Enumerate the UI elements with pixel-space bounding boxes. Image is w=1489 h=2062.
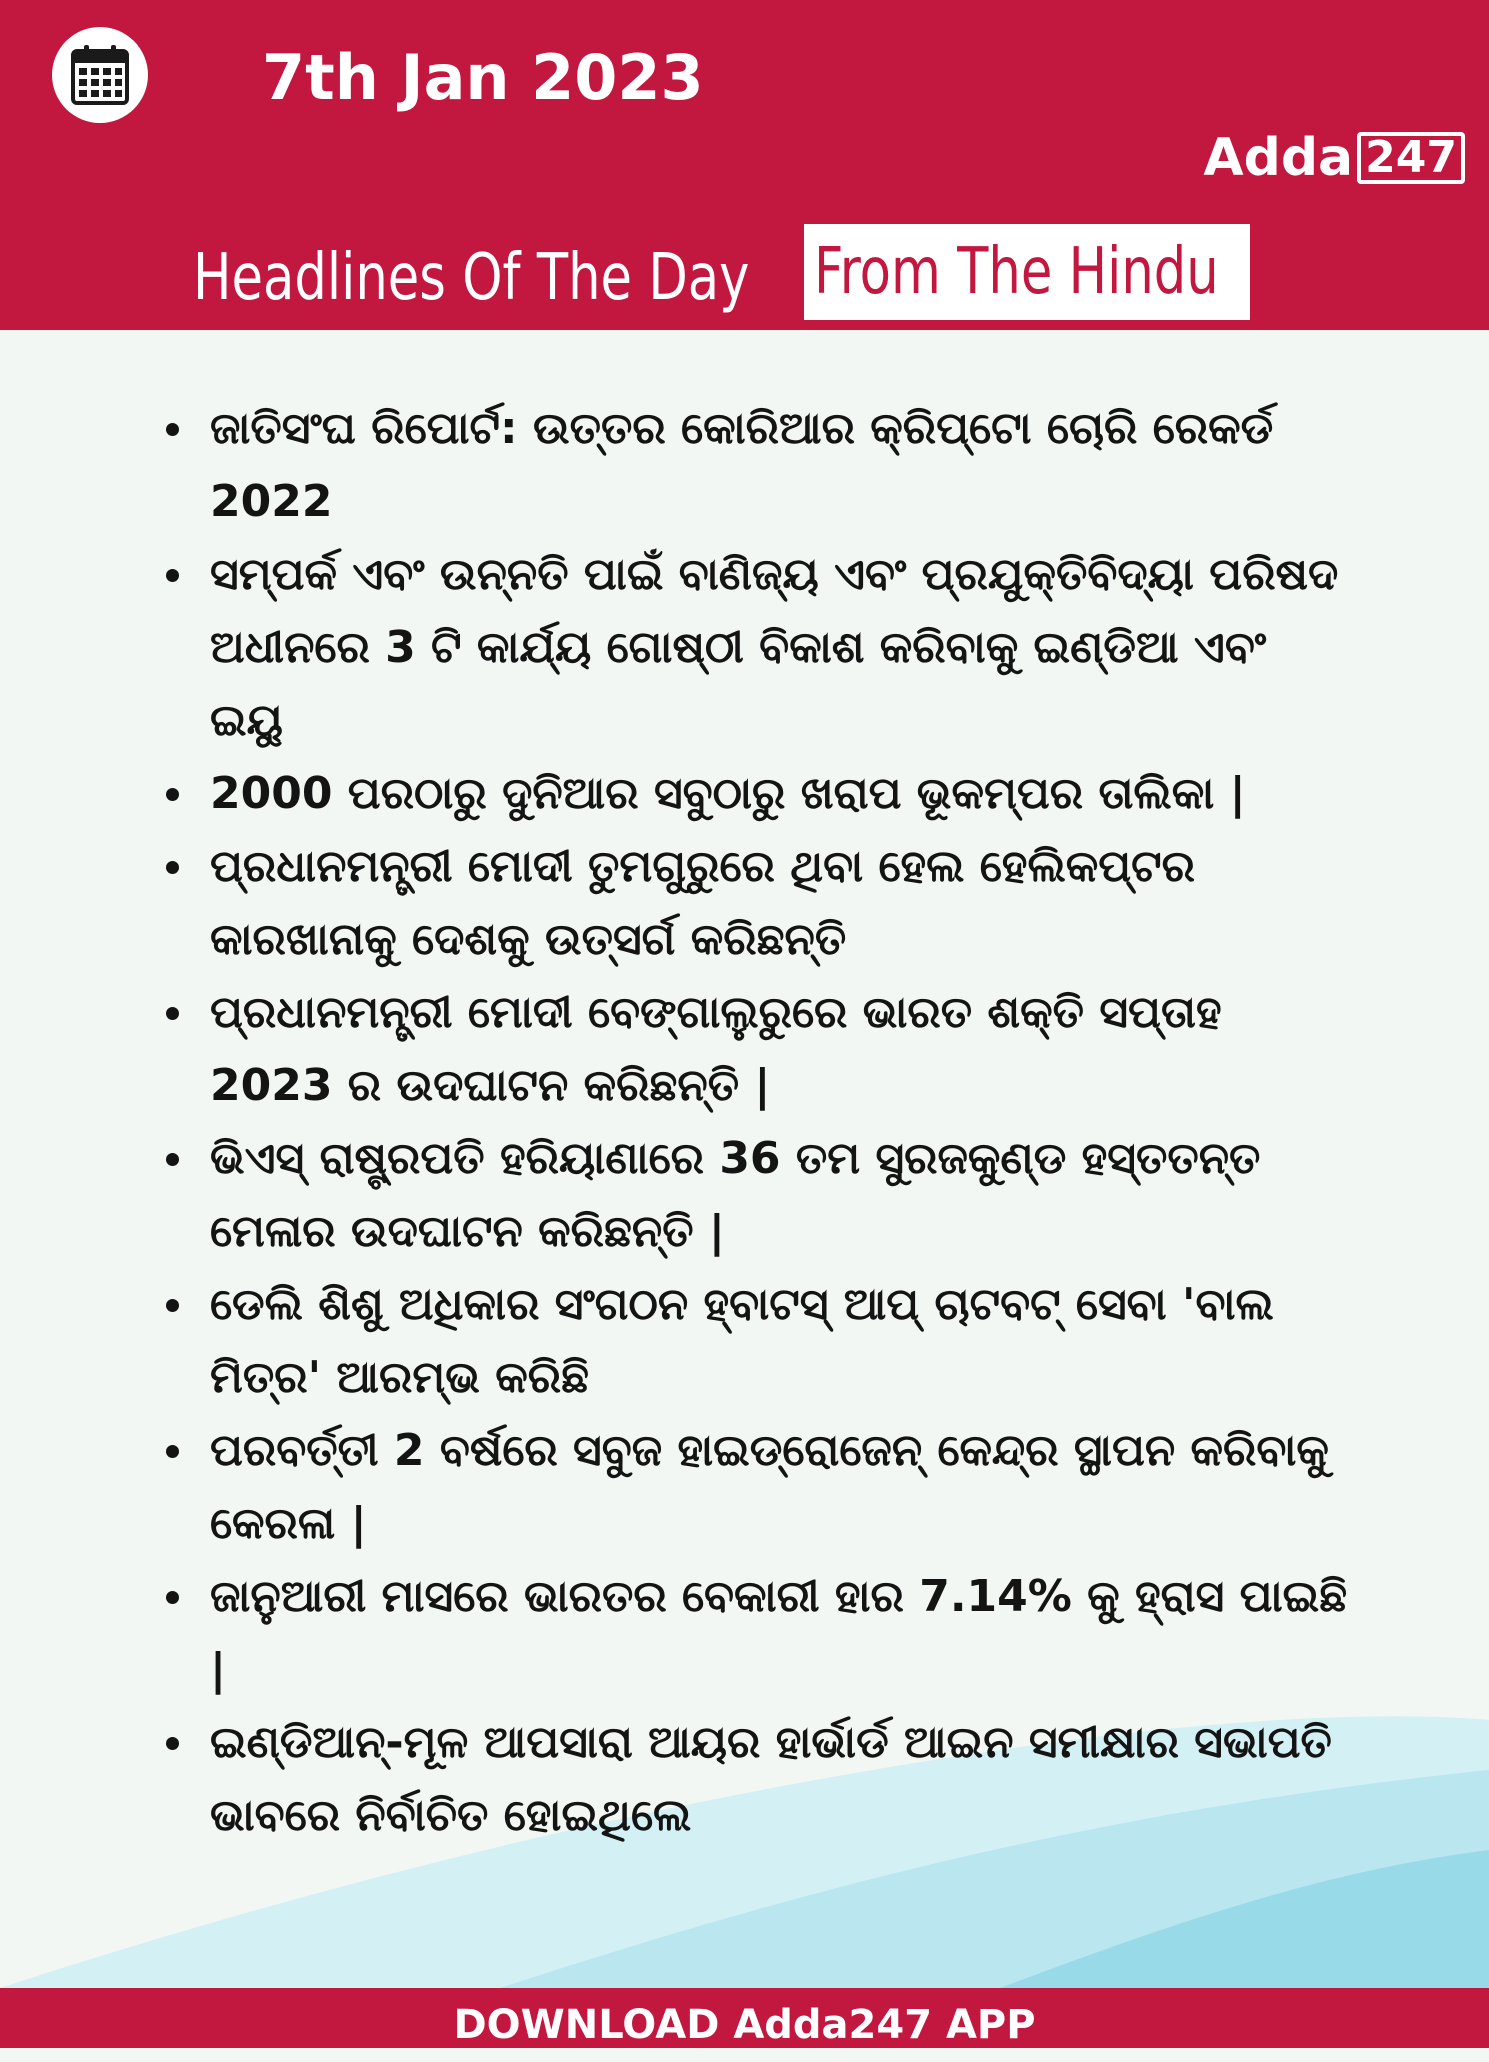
headline-item: ପ୍ରଧାନମନ୍ତ୍ରୀ ମୋଦୀ ବେଙ୍ଗାଲୁରୁରେ ଭାରତ ଶକ୍ତି ସପ୍ତାହ 2023 ର ଉଦଘାଟନ କରିଛନ୍ତି | xyxy=(150,976,1350,1122)
headline-item: ଜାତିସଂଘ ରିପୋର୍ଟ: ଉତ୍ତର କୋରିଆର କ୍ରିପ୍ଟୋ ଚୋରି ରେକର୍ଡ 2022 xyxy=(150,392,1350,538)
brand-logo xyxy=(1203,128,1465,188)
download-app-banner[interactable]: DOWNLOAD Adda247 APP xyxy=(0,1988,1489,2048)
source-badge xyxy=(804,224,1250,320)
brand-number: 247 xyxy=(1357,132,1465,184)
calendar-badge xyxy=(52,27,148,123)
headline-item: ଜାନୁଆରୀ ମାସରେ ଭାରତର ବେକାରୀ ହାର 7.14% କୁ ହ୍ରାସ ପାଇଛି | xyxy=(150,1560,1350,1706)
headline-list xyxy=(150,392,1350,1852)
headline-item: ଭିଏସ୍ ରାଷ୍ଟ୍ରପତି ହରିୟାଣାରେ 36 ତମ ସୁରଜକୁଣ୍ଡ ହସ୍ତତନ୍ତ ମେଳାର ଉଦଘାଟନ କରିଛନ୍ତି | xyxy=(150,1122,1350,1268)
headline-item: ଡେଲି ଶିଶୁ ଅଧିକାର ସଂଗଠନ ହ୍ବାଟସ୍ ଆପ୍ ଚାଟବଟ୍ ସେବା 'ବାଲ ମିତ୍ର' ଆରମ୍ଭ କରିଛି xyxy=(150,1268,1350,1414)
headline-item: 2000 ପରଠାରୁ ଦୁନିଆର ସବୁଠାରୁ ଖରାପ ଭୂକମ୍ପର ତାଲିକା | xyxy=(150,757,1350,830)
source-label: From The Hindu xyxy=(814,235,1219,309)
headline-item: ପ୍ରଧାନମନ୍ତ୍ରୀ ମୋଦୀ ତୁମଗୁରୁରେ ଥିବା ହେଲ ହେଲିକପ୍ଟର କାରଖାନାକୁ ଦେଶକୁ ଉତ୍ସର୍ଗ କରିଛନ୍ତି xyxy=(150,830,1350,976)
header-banner xyxy=(0,0,1489,330)
headline-item: ସମ୍ପର୍କ ଏବଂ ଉନ୍ନତି ପାଇଁ ବାଣିଜ୍ୟ ଏବଂ ପ୍ରଯୁକ୍ତିବିଦ୍ୟା ପରିଷଦ ଅଧୀନରେ 3 ଟି କାର୍ଯ୍ୟ ଗୋଷ୍ଠୀ ବିକାଶ କରିବାକୁ ଇଣ୍ଡିଆ ଏବଂ ଇୟୁ xyxy=(150,538,1350,757)
page-title: Headlines Of The Day xyxy=(193,241,750,315)
calendar-icon xyxy=(70,43,130,107)
page-date: 7th Jan 2023 xyxy=(262,41,704,114)
brand-name: Adda xyxy=(1203,128,1354,188)
headline-item: ପରବର୍ତ୍ତୀ 2 ବର୍ଷରେ ସବୁଜ ହାଇଡ୍ରୋଜେନ୍ କେନ୍ଦ୍ର ସ୍ଥାପନ କରିବାକୁ କେରଳା | xyxy=(150,1414,1350,1560)
headline-item: ଇଣ୍ଡିଆନ୍-ମୂଳ ଆପସାରା ଆୟର ହାର୍ଭାର୍ଡ ଆଇନ ସମୀକ୍ଷାର ସଭାପତି ଭାବରେ ନିର୍ବାଚିତ ହୋଇଥିଲେ xyxy=(150,1706,1350,1852)
